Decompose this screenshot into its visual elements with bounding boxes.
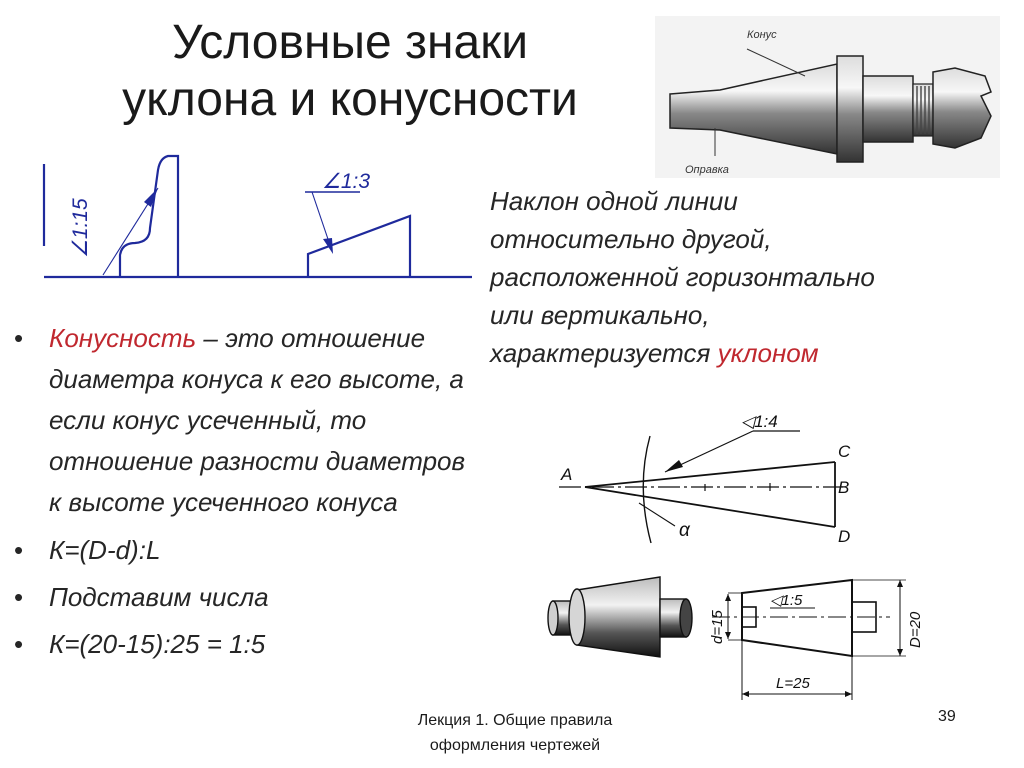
title-line-1: Условные знаки <box>171 16 529 69</box>
title-line-2: уклона и конусности <box>122 73 578 126</box>
bullet-icon: • <box>14 629 24 659</box>
point-a-label: A <box>561 465 573 484</box>
bullet-icon: • <box>14 535 24 565</box>
bullet-icon: • <box>14 582 24 612</box>
substitute-text: Подставим числа <box>49 582 269 612</box>
cone-part-illustration <box>545 565 695 665</box>
slope-description <box>490 182 1010 372</box>
taper-angle-diagram <box>555 408 870 558</box>
description-line: или вертикально, <box>490 300 710 330</box>
slope-term: уклоном <box>717 338 819 368</box>
angle-label: α <box>679 520 690 541</box>
bullet-list <box>14 318 484 665</box>
slope-horizontal-label: ∠1:3 <box>322 170 371 193</box>
taper-definition: – это отношение диаметра конуса к его высоте, а если конус усеченный, то отношение разности диаметров к высоте усеченного конуса <box>49 323 466 517</box>
result-text: К=(20-15):25 = 1:5 <box>49 629 266 659</box>
point-c-label: C <box>838 442 851 461</box>
arrowhead-icon <box>323 238 333 254</box>
list-item <box>14 318 484 523</box>
footer-line: оформления чертежей <box>429 737 601 754</box>
photo-arbor-label: Оправка <box>685 164 729 176</box>
list-item <box>14 624 484 665</box>
cone-dimension-drawing <box>700 568 932 703</box>
description-line: расположенной горизонтально <box>490 262 875 292</box>
description-line: относительно другой, <box>490 224 772 254</box>
bullet-icon: • <box>14 323 24 353</box>
big-diameter-label: D=20 <box>907 611 924 648</box>
taper-label: ◁1:4 <box>741 412 778 431</box>
formula-text: К=(D-d):L <box>49 535 161 565</box>
arrowhead-icon <box>665 460 683 472</box>
description-line <box>490 334 1010 372</box>
footer-line: Лекция 1. Общие правила <box>417 712 613 729</box>
list-item <box>14 530 484 571</box>
small-diameter-label: d=15 <box>709 610 726 644</box>
page-title <box>60 14 640 128</box>
lecture-footer <box>385 708 645 758</box>
photo-cone-label: Конус <box>747 29 777 41</box>
point-d-label: D <box>838 527 851 546</box>
list-item <box>14 577 484 618</box>
description-line: Наклон одной линии <box>490 186 738 216</box>
description-text: характеризуется <box>490 338 718 368</box>
taper-term: Конусность <box>49 323 197 353</box>
slope-vertical-label: ∠1:15 <box>69 198 92 258</box>
cone-arbor-photo <box>655 16 1000 178</box>
taper-ratio-label: ◁1:5 <box>770 592 803 609</box>
arrowhead-icon <box>144 188 158 207</box>
slope-examples-drawing <box>40 150 475 285</box>
page-number: 39 <box>938 708 956 725</box>
point-b-label: B <box>838 478 850 497</box>
length-label: L=25 <box>776 675 810 692</box>
